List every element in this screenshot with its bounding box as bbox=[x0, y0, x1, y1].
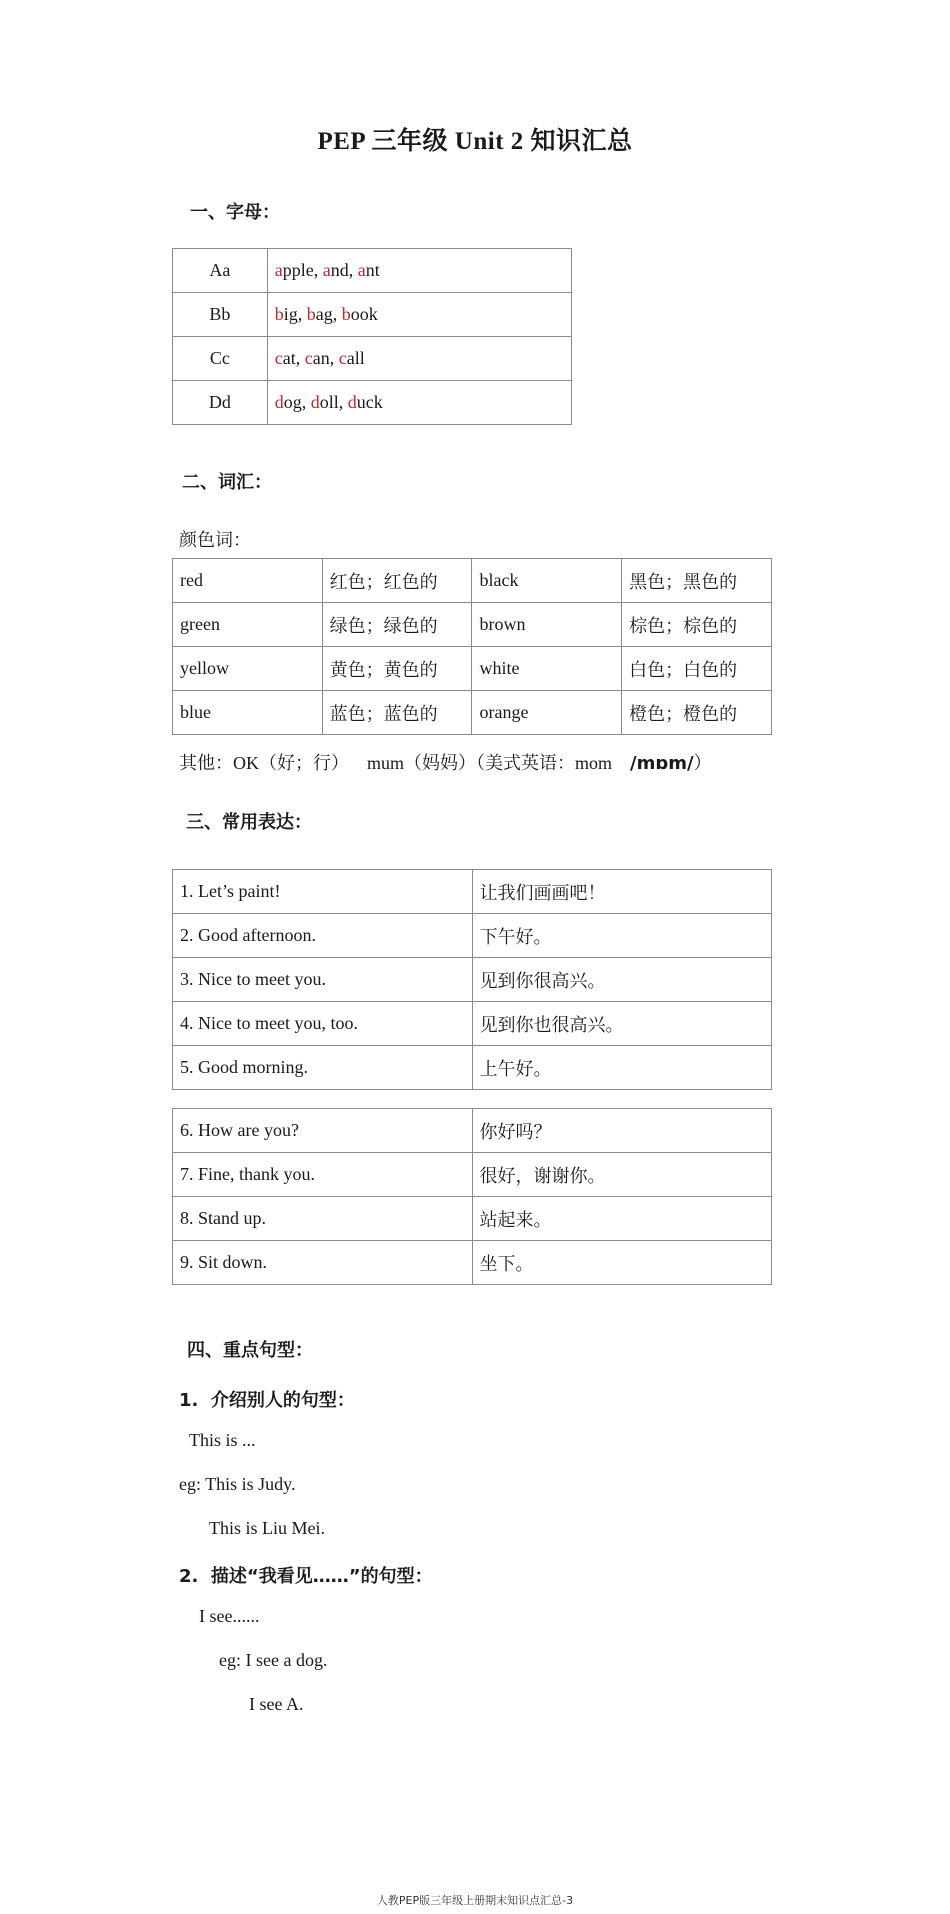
table-row bbox=[173, 647, 772, 691]
initial-letter: c bbox=[338, 348, 347, 368]
initial-letter: d bbox=[274, 392, 284, 412]
word-rest: oll bbox=[319, 392, 339, 412]
expression-english: 2. Good afternoon. bbox=[173, 914, 473, 958]
table-row bbox=[173, 1002, 772, 1046]
color-word: green bbox=[173, 603, 323, 647]
table-row bbox=[173, 249, 572, 293]
section1-heading: 一、字母： bbox=[190, 202, 280, 223]
initial-letter: c bbox=[274, 348, 283, 368]
word-rest: an bbox=[312, 348, 330, 368]
table-row bbox=[173, 914, 772, 958]
table-row bbox=[173, 958, 772, 1002]
example-words-cell: dog, doll, duck bbox=[267, 381, 571, 425]
expression-english: 7. Fine, thank you. bbox=[173, 1153, 473, 1197]
color-word: red bbox=[173, 559, 323, 603]
page-footer: 人教PEP版三年级上册期末知识点汇总-3 bbox=[376, 1894, 574, 1907]
example-words-cell: big, bag, book bbox=[267, 293, 571, 337]
ok-word: OK bbox=[233, 753, 259, 773]
letter-cell: Dd bbox=[173, 381, 268, 425]
section3-heading: 三、常用表达： bbox=[186, 812, 312, 833]
table-row bbox=[173, 1241, 772, 1285]
initial-letter: d bbox=[347, 392, 357, 412]
page-title: PEP 三年级 Unit 2 知识汇总 bbox=[317, 128, 633, 155]
section2-heading: 二、词汇： bbox=[182, 472, 272, 493]
color-word: blue bbox=[173, 691, 323, 735]
color-word: yellow bbox=[173, 647, 323, 691]
table-row bbox=[173, 691, 772, 735]
colors-label: 颜色词： bbox=[179, 530, 251, 551]
initial-letter: b bbox=[274, 304, 284, 324]
letter-cell: Aa bbox=[173, 249, 268, 293]
word-rest: og bbox=[283, 392, 302, 412]
mum-word: mum bbox=[367, 753, 405, 773]
color-meaning: 白色；白色的 bbox=[622, 647, 772, 691]
initial-letter: a bbox=[274, 260, 283, 280]
table-row bbox=[173, 337, 572, 381]
initial-letter: b bbox=[341, 304, 351, 324]
pattern2-number: 2. bbox=[179, 1566, 199, 1587]
color-meaning: 绿色；绿色的 bbox=[322, 603, 472, 647]
pattern2-example-1: eg: I see a dog. bbox=[219, 1650, 328, 1670]
table-row bbox=[173, 603, 772, 647]
word-rest: ook bbox=[350, 304, 378, 324]
expression-chinese: 坐下。 bbox=[472, 1241, 772, 1285]
color-meaning: 棕色；棕色的 bbox=[622, 603, 772, 647]
pattern1-text: This is ... bbox=[189, 1430, 256, 1450]
letter-cell: Bb bbox=[173, 293, 268, 337]
letter-cell: Cc bbox=[173, 337, 268, 381]
expression-chinese: 你好吗？ bbox=[472, 1109, 772, 1153]
example-words-cell: cat, can, call bbox=[267, 337, 571, 381]
word-rest: ag bbox=[315, 304, 333, 324]
expressions-table-2 bbox=[172, 1108, 772, 1285]
word-rest: uck bbox=[356, 392, 383, 412]
color-meaning: 黑色；黑色的 bbox=[622, 559, 772, 603]
color-meaning: 黄色；黄色的 bbox=[322, 647, 472, 691]
expression-english: 1. Let’s paint! bbox=[173, 870, 473, 914]
initial-letter: c bbox=[304, 348, 313, 368]
expression-english: 3. Nice to meet you. bbox=[173, 958, 473, 1002]
others-label: 其他： bbox=[179, 753, 233, 774]
table-row bbox=[173, 381, 572, 425]
expression-chinese: 很好，谢谢你。 bbox=[472, 1153, 772, 1197]
initial-letter: b bbox=[306, 304, 316, 324]
expression-english: 8. Stand up. bbox=[173, 1197, 473, 1241]
pattern1-example-1: eg: This is Judy. bbox=[179, 1474, 296, 1494]
word-rest: all bbox=[346, 348, 365, 368]
example-words-cell: apple, and, ant bbox=[267, 249, 571, 293]
expression-chinese: 见到你很高兴。 bbox=[472, 958, 771, 1002]
ok-meaning: （好；行） bbox=[259, 753, 349, 774]
word-rest: pple bbox=[282, 260, 314, 280]
pattern1-example-2: This is Liu Mei. bbox=[209, 1518, 325, 1538]
section4-heading: 四、重点句型： bbox=[187, 1340, 313, 1361]
expression-english: 6. How are you? bbox=[173, 1109, 473, 1153]
word-rest: ig bbox=[283, 304, 298, 324]
expression-chinese: 让我们画画吧！ bbox=[472, 870, 771, 914]
expression-chinese: 站起来。 bbox=[472, 1197, 772, 1241]
table-row bbox=[173, 1109, 772, 1153]
word-rest: nd bbox=[330, 260, 349, 280]
initial-letter: a bbox=[322, 260, 331, 280]
mum-meaning: （妈妈）（美式英语： bbox=[404, 753, 576, 774]
color-word: black bbox=[472, 559, 622, 603]
expression-english: 5. Good morning. bbox=[173, 1046, 473, 1090]
initial-letter: d bbox=[310, 392, 320, 412]
color-meaning: 蓝色；蓝色的 bbox=[322, 691, 472, 735]
expression-chinese: 见到你也很高兴。 bbox=[472, 1002, 771, 1046]
color-meaning: 橙色；橙色的 bbox=[622, 691, 772, 735]
word-rest: nt bbox=[365, 260, 380, 280]
color-meaning: 红色；红色的 bbox=[322, 559, 472, 603]
letters-table bbox=[172, 248, 572, 425]
pattern1-heading: 介绍别人的句型： bbox=[210, 1390, 355, 1411]
expression-english: 9. Sit down. bbox=[173, 1241, 473, 1285]
others-close: ） bbox=[693, 753, 712, 774]
pattern2-example-2: I see A. bbox=[249, 1694, 304, 1714]
expression-chinese: 上午好。 bbox=[472, 1046, 771, 1090]
pattern2-heading: 描述“我看见……”的句型： bbox=[210, 1566, 433, 1587]
table-row bbox=[173, 559, 772, 603]
mom-word: mom bbox=[575, 753, 613, 773]
pattern1-number: 1. bbox=[179, 1390, 199, 1411]
expression-english: 4. Nice to meet you, too. bbox=[173, 1002, 473, 1046]
expression-chinese: 下午好。 bbox=[472, 914, 771, 958]
colors-table bbox=[172, 558, 772, 735]
color-word: orange bbox=[472, 691, 622, 735]
pattern2-text: I see...... bbox=[199, 1606, 260, 1626]
color-word: brown bbox=[472, 603, 622, 647]
initial-letter: a bbox=[357, 260, 366, 280]
color-word: white bbox=[472, 647, 622, 691]
pattern1-title bbox=[179, 1386, 355, 1412]
pattern2-title bbox=[179, 1562, 433, 1588]
word-rest: at bbox=[282, 348, 296, 368]
table-row bbox=[173, 1153, 772, 1197]
table-row bbox=[173, 1046, 772, 1090]
table-row bbox=[173, 1197, 772, 1241]
expressions-table-1 bbox=[172, 869, 772, 1090]
others-line bbox=[179, 749, 712, 775]
table-row bbox=[173, 870, 772, 914]
table-row bbox=[173, 293, 572, 337]
mom-ipa: /mɒm/ bbox=[630, 753, 694, 774]
